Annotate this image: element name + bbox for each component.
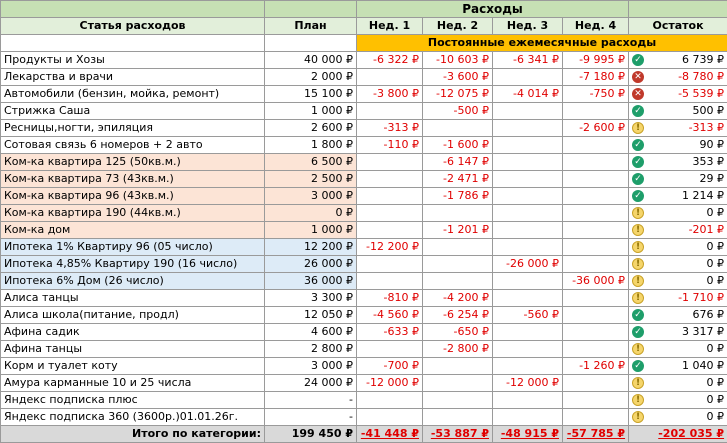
remainder-value: -1 710 ₽ [678, 290, 724, 306]
expense-plan[interactable]: 12 200 ₽ [265, 239, 357, 256]
expense-week-1[interactable]: -313 ₽ [357, 120, 423, 137]
expense-week-1[interactable] [357, 171, 423, 188]
remainder-content [632, 239, 724, 255]
expense-week-1[interactable] [357, 392, 423, 409]
remainder-value: 3 317 ₽ [682, 324, 724, 340]
expense-row [1, 358, 727, 375]
expense-week-3[interactable] [493, 222, 563, 239]
expense-name[interactable]: Алиса школа(питание, продл) [1, 307, 265, 324]
expense-week-2[interactable] [423, 256, 493, 273]
total-week-2[interactable]: -53 887 ₽ [423, 426, 493, 443]
expense-week-1[interactable] [357, 409, 423, 426]
remainder-content [632, 341, 724, 357]
total-remainder[interactable]: -202 035 ₽ [629, 426, 727, 443]
expense-row [1, 120, 727, 137]
remainder-content [632, 137, 724, 153]
expense-week-4[interactable] [563, 154, 629, 171]
remainder-content [632, 307, 724, 323]
check-icon: ✓ [632, 54, 644, 66]
expense-week-1[interactable]: -3 800 ₽ [357, 86, 423, 103]
sheet-title[interactable]: Расходы [357, 1, 629, 18]
expense-remainder[interactable] [629, 392, 727, 409]
expense-week-3[interactable] [493, 273, 563, 290]
expense-plan[interactable]: - [265, 409, 357, 426]
header-week-2[interactable]: Нед. 2 [423, 18, 493, 35]
expense-week-4[interactable] [563, 205, 629, 222]
expense-week-2[interactable] [423, 273, 493, 290]
expense-week-4[interactable]: -2 600 ₽ [563, 120, 629, 137]
remainder-content [632, 290, 724, 306]
expense-week-2[interactable] [423, 375, 493, 392]
expense-week-2[interactable]: -6 147 ₽ [423, 154, 493, 171]
expense-plan[interactable]: 3 000 ₽ [265, 358, 357, 375]
expense-week-3[interactable]: -6 341 ₽ [493, 52, 563, 69]
expense-name[interactable]: Ком-ка квартира 125 (50кв.м.) [1, 154, 265, 171]
expense-remainder[interactable] [629, 120, 727, 137]
remainder-content [632, 409, 724, 425]
expense-week-1[interactable]: -633 ₽ [357, 324, 423, 341]
remainder-value: 0 ₽ [707, 239, 725, 255]
expense-remainder[interactable] [629, 341, 727, 358]
expense-week-3[interactable] [493, 154, 563, 171]
expense-name[interactable]: Алиса танцы [1, 290, 265, 307]
expense-row [1, 171, 727, 188]
title-blank-cell[interactable] [629, 1, 727, 18]
remainder-content [632, 69, 724, 85]
warning-icon: ! [632, 377, 644, 389]
expense-remainder[interactable] [629, 375, 727, 392]
expense-week-2[interactable]: -3 600 ₽ [423, 69, 493, 86]
expense-plan[interactable]: 2 000 ₽ [265, 69, 357, 86]
remainder-content [632, 375, 724, 391]
expense-name[interactable]: Автомобили (бензин, мойка, ремонт) [1, 86, 265, 103]
expense-week-2[interactable] [423, 120, 493, 137]
expense-plan[interactable]: 2 500 ₽ [265, 171, 357, 188]
title-blank-cell[interactable] [265, 1, 357, 18]
expense-week-2[interactable]: -1 201 ₽ [423, 222, 493, 239]
expense-remainder[interactable] [629, 154, 727, 171]
expense-week-4[interactable] [563, 222, 629, 239]
expense-row [1, 256, 727, 273]
total-week-3[interactable]: -48 915 ₽ [493, 426, 563, 443]
expense-remainder[interactable] [629, 103, 727, 120]
expense-week-4[interactable] [563, 171, 629, 188]
expense-week-4[interactable] [563, 307, 629, 324]
title-row [1, 1, 727, 18]
expense-week-2[interactable]: -1 600 ₽ [423, 137, 493, 154]
header-week-1[interactable]: Нед. 1 [357, 18, 423, 35]
expense-name[interactable]: Ком-ка квартира 190 (44кв.м.) [1, 205, 265, 222]
header-week-3[interactable]: Нед. 3 [493, 18, 563, 35]
expense-week-2[interactable]: -12 075 ₽ [423, 86, 493, 103]
expense-remainder[interactable] [629, 256, 727, 273]
expense-week-2[interactable] [423, 205, 493, 222]
warning-icon: ! [632, 275, 644, 287]
remainder-content [632, 52, 724, 68]
expense-week-4[interactable]: -7 180 ₽ [563, 69, 629, 86]
check-icon: ✓ [632, 105, 644, 117]
expense-week-1[interactable]: -110 ₽ [357, 137, 423, 154]
expense-week-2[interactable]: -2 800 ₽ [423, 341, 493, 358]
expense-row [1, 341, 727, 358]
remainder-content [632, 205, 724, 221]
total-week-4[interactable]: -57 785 ₽ [563, 426, 629, 443]
remainder-content [632, 86, 724, 102]
expense-week-3[interactable]: -560 ₽ [493, 307, 563, 324]
expense-plan[interactable]: 3 000 ₽ [265, 188, 357, 205]
expense-row [1, 137, 727, 154]
expense-week-3[interactable]: -26 000 ₽ [493, 256, 563, 273]
expense-row [1, 290, 727, 307]
expense-week-3[interactable] [493, 103, 563, 120]
warning-icon: ! [632, 411, 644, 423]
expense-week-4[interactable] [563, 409, 629, 426]
remainder-value: 0 ₽ [707, 341, 725, 357]
expense-name[interactable]: Яндекс подписка 360 (3600р.)01.01.26г. [1, 409, 265, 426]
remainder-value: 0 ₽ [707, 205, 725, 221]
header-plan[interactable]: План [265, 18, 357, 35]
expense-remainder[interactable] [629, 409, 727, 426]
total-plan[interactable]: 199 450 ₽ [265, 426, 357, 443]
total-label[interactable]: Итого по категории: [1, 426, 265, 443]
expense-plan[interactable]: 2 800 ₽ [265, 341, 357, 358]
remainder-content [632, 103, 724, 119]
warning-icon: ! [632, 241, 644, 253]
check-icon: ✓ [632, 139, 644, 151]
expense-row [1, 69, 727, 86]
check-icon: ✓ [632, 360, 644, 372]
expense-name[interactable]: Ком-ка дом [1, 222, 265, 239]
expense-name[interactable]: Лекарства и врачи [1, 69, 265, 86]
expense-row [1, 392, 727, 409]
warning-icon: ! [632, 207, 644, 219]
remainder-value: 6 739 ₽ [682, 52, 724, 68]
expense-week-2[interactable] [423, 239, 493, 256]
expense-week-3[interactable] [493, 171, 563, 188]
expense-remainder[interactable] [629, 222, 727, 239]
remainder-value: -8 780 ₽ [678, 69, 724, 85]
total-week-1[interactable]: -41 448 ₽ [357, 426, 423, 443]
expense-name[interactable]: Ипотека 4,85% Квартиру 190 (16 число) [1, 256, 265, 273]
warning-icon: ! [632, 292, 644, 304]
expense-remainder[interactable] [629, 86, 727, 103]
expense-plan[interactable]: 0 ₽ [265, 205, 357, 222]
expense-row [1, 188, 727, 205]
expense-week-4[interactable] [563, 375, 629, 392]
expense-week-1[interactable] [357, 256, 423, 273]
remainder-value: -313 ₽ [689, 120, 724, 136]
expense-week-3[interactable] [493, 69, 563, 86]
expense-name[interactable]: Афина танцы [1, 341, 265, 358]
check-icon: ✓ [632, 156, 644, 168]
expense-week-3[interactable] [493, 239, 563, 256]
expense-plan[interactable]: 2 600 ₽ [265, 120, 357, 137]
header-week-4[interactable]: Нед. 4 [563, 18, 629, 35]
expense-week-3[interactable] [493, 205, 563, 222]
expense-plan[interactable]: 1 000 ₽ [265, 103, 357, 120]
expense-week-3[interactable] [493, 341, 563, 358]
expense-row [1, 409, 727, 426]
remainder-content [632, 171, 724, 187]
expense-week-3[interactable] [493, 324, 563, 341]
expense-week-1[interactable] [357, 188, 423, 205]
remainder-content [632, 188, 724, 204]
remainder-value: 0 ₽ [707, 256, 725, 272]
expense-plan[interactable]: 12 050 ₽ [265, 307, 357, 324]
expense-name[interactable]: Ипотека 6% Дом (26 число) [1, 273, 265, 290]
category-blank-cell[interactable] [265, 35, 357, 52]
remainder-value: -5 539 ₽ [678, 86, 724, 102]
expense-week-2[interactable]: -500 ₽ [423, 103, 493, 120]
expense-week-3[interactable] [493, 358, 563, 375]
expense-row [1, 205, 727, 222]
expense-week-2[interactable]: -6 254 ₽ [423, 307, 493, 324]
title-blank-cell[interactable] [1, 1, 265, 18]
header-item[interactable]: Статья расходов [1, 18, 265, 35]
expense-remainder[interactable] [629, 307, 727, 324]
expense-row [1, 154, 727, 171]
expense-week-2[interactable]: -650 ₽ [423, 324, 493, 341]
category-row [1, 35, 727, 52]
expense-week-4[interactable]: -36 000 ₽ [563, 273, 629, 290]
expense-week-1[interactable]: -4 560 ₽ [357, 307, 423, 324]
expense-week-4[interactable] [563, 341, 629, 358]
check-icon: ✓ [632, 190, 644, 202]
expense-week-2[interactable] [423, 392, 493, 409]
expense-name[interactable]: Амура карманные 10 и 25 числа [1, 375, 265, 392]
expense-plan[interactable]: 3 300 ₽ [265, 290, 357, 307]
remainder-value: 29 ₽ [700, 171, 725, 187]
expense-row [1, 307, 727, 324]
expense-name[interactable]: Ком-ка квартира 73 (43кв.м.) [1, 171, 265, 188]
warning-icon: ! [632, 224, 644, 236]
remainder-value: 353 ₽ [693, 154, 725, 170]
expense-remainder[interactable] [629, 273, 727, 290]
expense-week-2[interactable]: -1 786 ₽ [423, 188, 493, 205]
expense-plan[interactable]: 1 000 ₽ [265, 222, 357, 239]
remainder-content [632, 256, 724, 272]
remainder-value: 0 ₽ [707, 273, 725, 289]
expense-week-1[interactable] [357, 69, 423, 86]
expense-remainder[interactable] [629, 171, 727, 188]
warning-icon: ! [632, 258, 644, 270]
expense-week-1[interactable]: -12 200 ₽ [357, 239, 423, 256]
remainder-content [632, 358, 724, 374]
category-blank-cell[interactable] [1, 35, 265, 52]
expense-name[interactable]: Афина садик [1, 324, 265, 341]
expense-name[interactable]: Ипотека 1% Квартиру 96 (05 число) [1, 239, 265, 256]
remainder-value: 1 040 ₽ [682, 358, 724, 374]
expense-name[interactable]: Яндекс подписка плюс [1, 392, 265, 409]
expense-plan[interactable]: 24 000 ₽ [265, 375, 357, 392]
expense-week-4[interactable] [563, 239, 629, 256]
expense-week-4[interactable] [563, 188, 629, 205]
expense-week-4[interactable] [563, 392, 629, 409]
remainder-value: 1 214 ₽ [682, 188, 724, 204]
header-row [1, 18, 727, 35]
expense-plan[interactable]: - [265, 392, 357, 409]
warning-icon: ! [632, 343, 644, 355]
check-icon: ✓ [632, 173, 644, 185]
expense-plan[interactable]: 40 000 ₽ [265, 52, 357, 69]
expense-week-4[interactable] [563, 256, 629, 273]
expense-plan[interactable]: 4 600 ₽ [265, 324, 357, 341]
remainder-content [632, 273, 724, 289]
expense-week-1[interactable]: -810 ₽ [357, 290, 423, 307]
expense-week-4[interactable] [563, 324, 629, 341]
expense-row [1, 52, 727, 69]
expense-remainder[interactable] [629, 358, 727, 375]
expense-week-3[interactable]: -12 000 ₽ [493, 375, 563, 392]
warning-icon: ! [632, 122, 644, 134]
expense-remainder[interactable] [629, 239, 727, 256]
expense-week-4[interactable] [563, 137, 629, 154]
expense-week-1[interactable] [357, 273, 423, 290]
expense-plan[interactable]: 6 500 ₽ [265, 154, 357, 171]
expense-name[interactable]: Сотовая связь 6 номеров + 2 авто [1, 137, 265, 154]
warning-icon: ! [632, 394, 644, 406]
expense-week-3[interactable]: -4 014 ₽ [493, 86, 563, 103]
check-icon: ✓ [632, 309, 644, 321]
expense-week-1[interactable]: -12 000 ₽ [357, 375, 423, 392]
expense-remainder[interactable] [629, 324, 727, 341]
cross-icon: ✕ [632, 71, 644, 83]
total-row [1, 426, 727, 443]
category-label[interactable]: Постоянные ежемесячные расходы [357, 35, 727, 52]
expense-remainder[interactable] [629, 188, 727, 205]
expense-week-4[interactable] [563, 103, 629, 120]
expense-row [1, 86, 727, 103]
remainder-value: 500 ₽ [693, 103, 725, 119]
check-icon: ✓ [632, 326, 644, 338]
sheet-body [1, 1, 727, 426]
expense-week-2[interactable] [423, 409, 493, 426]
expense-week-2[interactable]: -10 603 ₽ [423, 52, 493, 69]
expense-week-1[interactable] [357, 103, 423, 120]
remainder-content [632, 120, 724, 136]
expense-row [1, 273, 727, 290]
remainder-content [632, 324, 724, 340]
expense-remainder[interactable] [629, 69, 727, 86]
expense-week-4[interactable]: -9 995 ₽ [563, 52, 629, 69]
expense-plan[interactable]: 1 800 ₽ [265, 137, 357, 154]
remainder-value: 0 ₽ [707, 409, 725, 425]
expense-name[interactable]: Корм и туалет коту [1, 358, 265, 375]
remainder-value: 0 ₽ [707, 392, 725, 408]
expense-week-1[interactable]: -6 322 ₽ [357, 52, 423, 69]
expense-week-3[interactable] [493, 120, 563, 137]
expense-remainder[interactable] [629, 137, 727, 154]
expense-week-4[interactable]: -1 260 ₽ [563, 358, 629, 375]
expense-week-1[interactable]: -700 ₽ [357, 358, 423, 375]
expense-week-3[interactable] [493, 409, 563, 426]
expense-plan[interactable]: 26 000 ₽ [265, 256, 357, 273]
remainder-value: 0 ₽ [707, 375, 725, 391]
expense-row [1, 222, 727, 239]
expense-plan[interactable]: 36 000 ₽ [265, 273, 357, 290]
expense-name[interactable]: Стрижка Саша [1, 103, 265, 120]
expense-row [1, 375, 727, 392]
header-remainder[interactable]: Остаток [629, 18, 727, 35]
expense-week-4[interactable] [563, 290, 629, 307]
expense-week-3[interactable] [493, 137, 563, 154]
expense-name[interactable]: Продукты и Хозы [1, 52, 265, 69]
expense-name[interactable]: Ресницы,ногти, эпиляция [1, 120, 265, 137]
remainder-value: 676 ₽ [693, 307, 725, 323]
expense-week-4[interactable]: -750 ₽ [563, 86, 629, 103]
remainder-value: 90 ₽ [700, 137, 725, 153]
expense-week-2[interactable] [423, 358, 493, 375]
expense-remainder[interactable] [629, 290, 727, 307]
expense-week-3[interactable] [493, 188, 563, 205]
expense-remainder[interactable] [629, 52, 727, 69]
expense-week-3[interactable] [493, 290, 563, 307]
expense-week-1[interactable] [357, 222, 423, 239]
expense-week-1[interactable] [357, 154, 423, 171]
remainder-content [632, 392, 724, 408]
expense-remainder[interactable] [629, 205, 727, 222]
expense-name[interactable]: Ком-ка квартира 96 (43кв.м.) [1, 188, 265, 205]
expense-row [1, 103, 727, 120]
expense-row [1, 324, 727, 341]
expense-week-1[interactable] [357, 205, 423, 222]
expense-week-1[interactable] [357, 341, 423, 358]
expense-week-2[interactable]: -2 471 ₽ [423, 171, 493, 188]
expense-week-2[interactable]: -4 200 ₽ [423, 290, 493, 307]
remainder-content [632, 222, 724, 238]
expense-plan[interactable]: 15 100 ₽ [265, 86, 357, 103]
cross-icon: ✕ [632, 88, 644, 100]
remainder-value: -201 ₽ [689, 222, 724, 238]
remainder-content [632, 154, 724, 170]
expense-week-3[interactable] [493, 392, 563, 409]
expense-row [1, 239, 727, 256]
